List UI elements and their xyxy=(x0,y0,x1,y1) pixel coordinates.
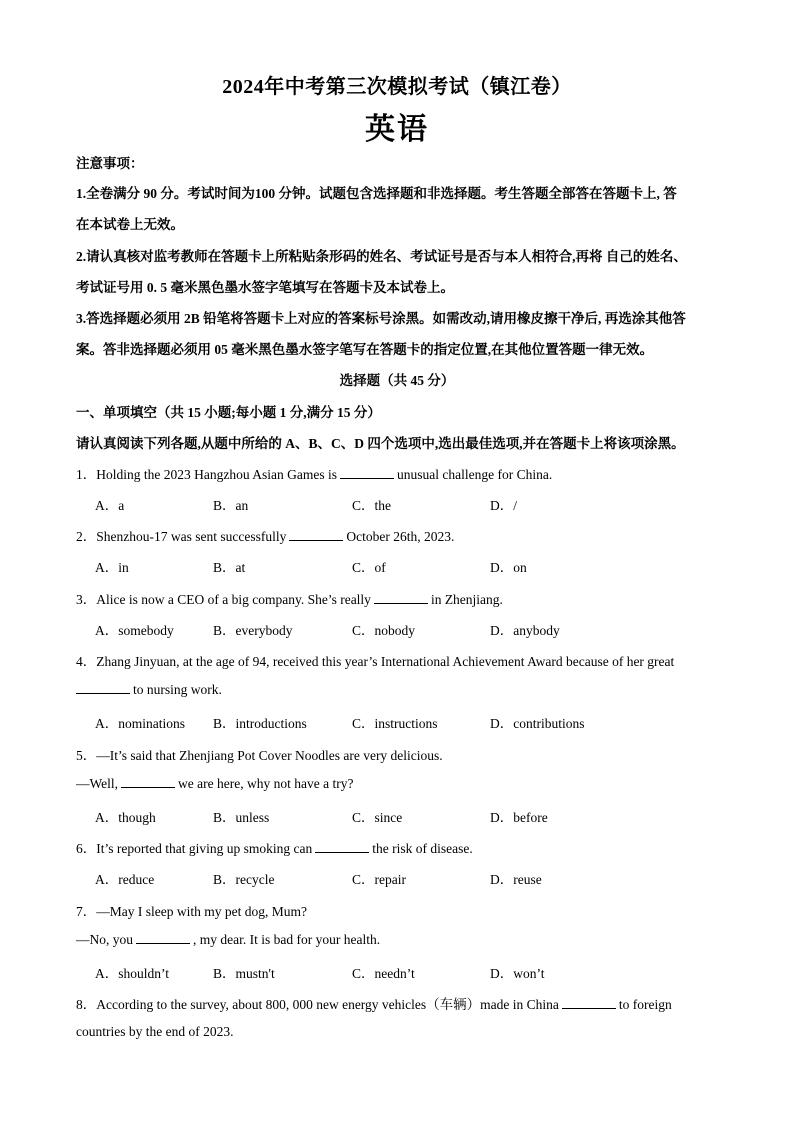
answer-blank xyxy=(121,775,175,788)
subject-title: 英语 xyxy=(365,113,429,146)
question-7-line-2 xyxy=(76,931,380,948)
question-text: to nursing work. xyxy=(133,682,222,697)
q1-option-a: A．a xyxy=(95,498,125,513)
question-text: in Zhenjiang. xyxy=(430,592,503,607)
q2-option-a: A．in xyxy=(95,560,129,575)
part-1-instruction: 请认真阅读下列各题,从题中所给的 A、B、C、D 四个选项中,选出最佳选项,并在答题卡上将该项涂黑。 xyxy=(76,436,685,451)
question-text: 2．Shenzhou-17 was sent successfully xyxy=(76,529,287,544)
q3-option-d: D．anybody xyxy=(490,623,560,638)
q2-option-c: C．of xyxy=(352,560,386,575)
question-5-line-2 xyxy=(76,775,353,792)
question-text: —Well, xyxy=(76,776,119,791)
q3-option-a: A．somebody xyxy=(95,623,174,638)
answer-blank xyxy=(76,681,130,694)
q7-option-c: C．needn’t xyxy=(352,966,415,981)
question-8-line-2: countries by the end of 2023. xyxy=(76,1024,234,1039)
question-text: to foreign xyxy=(618,997,672,1012)
question-6 xyxy=(76,837,473,857)
question-4-line-1: 4．Zhang Jinyuan, at the age of 94, received this year’s International Achievement Award because of her great xyxy=(76,654,675,669)
question-text: 8．According to the survey, about 800, 000 new energy vehicles（车辆）made in China xyxy=(76,997,559,1012)
part-1-heading: 一、单项填空（共 15 小题;每小题 1 分,满分 15 分） xyxy=(76,405,381,420)
note-1-line-2: 在本试卷上无效。 xyxy=(76,217,184,232)
answer-blank xyxy=(340,466,394,479)
q5-option-c: C．since xyxy=(352,810,403,825)
note-1-line-1: 1.全卷满分 90 分。考试时间为100 分钟。试题包含选择题和非选择题。考生答题全部答在答题卡上, 答 xyxy=(76,186,677,201)
note-2-line-1: 2.请认真核对监考教师在答题卡上所粘贴条形码的姓名、考试证号是否与本人相符合,再将 自己的姓名、 xyxy=(76,249,687,264)
answer-blank xyxy=(289,528,343,541)
question-1 xyxy=(76,463,552,483)
question-4-line-2 xyxy=(76,681,222,698)
question-text: the risk of disease. xyxy=(372,841,473,856)
question-text: unusual challenge for China. xyxy=(396,467,553,482)
q6-option-b: B．recycle xyxy=(213,872,275,887)
section-title: 选择题（共 45 分） xyxy=(339,373,455,388)
note-3-line-2: 案。答非选择题必须用 05 毫米黑色墨水签字笔写在答题卡的指定位置,在其他位置答题一律无效。 xyxy=(76,342,654,357)
note-2-line-2: 考试证号用 0. 5 毫米黑色墨水签字笔填写在答题卡及本试卷上。 xyxy=(76,280,454,295)
q1-option-d: D．/ xyxy=(490,498,517,513)
question-text: 1．Holding the 2023 Hangzhou Asian Games is xyxy=(76,467,337,482)
q6-option-a: A．reduce xyxy=(95,872,155,887)
question-text: we are here, why not have a try? xyxy=(178,776,354,791)
notes-heading: 注意事项： xyxy=(76,156,144,171)
answer-blank xyxy=(136,931,190,944)
q2-option-d: D．on xyxy=(490,560,527,575)
question-5-line-1: 5．—It’s said that Zhenjiang Pot Cover Noodles are very delicious. xyxy=(76,748,443,763)
q1-option-c: C．the xyxy=(352,498,391,513)
question-text: —No, you xyxy=(76,932,133,947)
q4-option-a: A．nominations xyxy=(95,716,185,731)
q7-option-d: D．won’t xyxy=(490,966,545,981)
question-3 xyxy=(76,588,503,608)
q3-option-c: C．nobody xyxy=(352,623,416,638)
note-3-line-1: 3.答选择题必须用 2B 铅笔将答题卡上对应的答案标号涂黑。如需改动,请用橡皮擦干净后, 再选涂其他答 xyxy=(76,311,686,326)
answer-blank xyxy=(562,996,616,1009)
q5-option-d: D．before xyxy=(490,810,548,825)
question-8-line-1 xyxy=(76,993,672,1013)
q4-option-d: D．contributions xyxy=(490,716,585,731)
exam-title: 2024年中考第三次模拟考试（镇江卷） xyxy=(222,76,572,98)
q6-option-d: D．reuse xyxy=(490,872,542,887)
q4-option-b: B．introductions xyxy=(213,716,307,731)
q7-option-a: A．shouldn’t xyxy=(95,966,170,981)
q1-option-b: B．an xyxy=(213,498,249,513)
question-2 xyxy=(76,525,454,545)
question-text: 6．It’s reported that giving up smoking can xyxy=(76,841,313,856)
question-7-line-1: 7．—May I sleep with my pet dog, Mum? xyxy=(76,904,307,919)
q4-option-c: C．instructions xyxy=(352,716,438,731)
question-text: October 26th, 2023. xyxy=(346,529,455,544)
q5-option-b: B．unless xyxy=(213,810,270,825)
answer-blank xyxy=(315,840,369,853)
q6-option-c: C．repair xyxy=(352,872,406,887)
question-text: , my dear. It is bad for your health. xyxy=(193,932,381,947)
q7-option-b: B．mustn't xyxy=(213,966,275,981)
answer-blank xyxy=(374,591,428,604)
q2-option-b: B．at xyxy=(213,560,246,575)
question-text: 3．Alice is now a CEO of a big company. She’s really xyxy=(76,592,371,607)
q3-option-b: B．everybody xyxy=(213,623,293,638)
q5-option-a: A．though xyxy=(95,810,156,825)
